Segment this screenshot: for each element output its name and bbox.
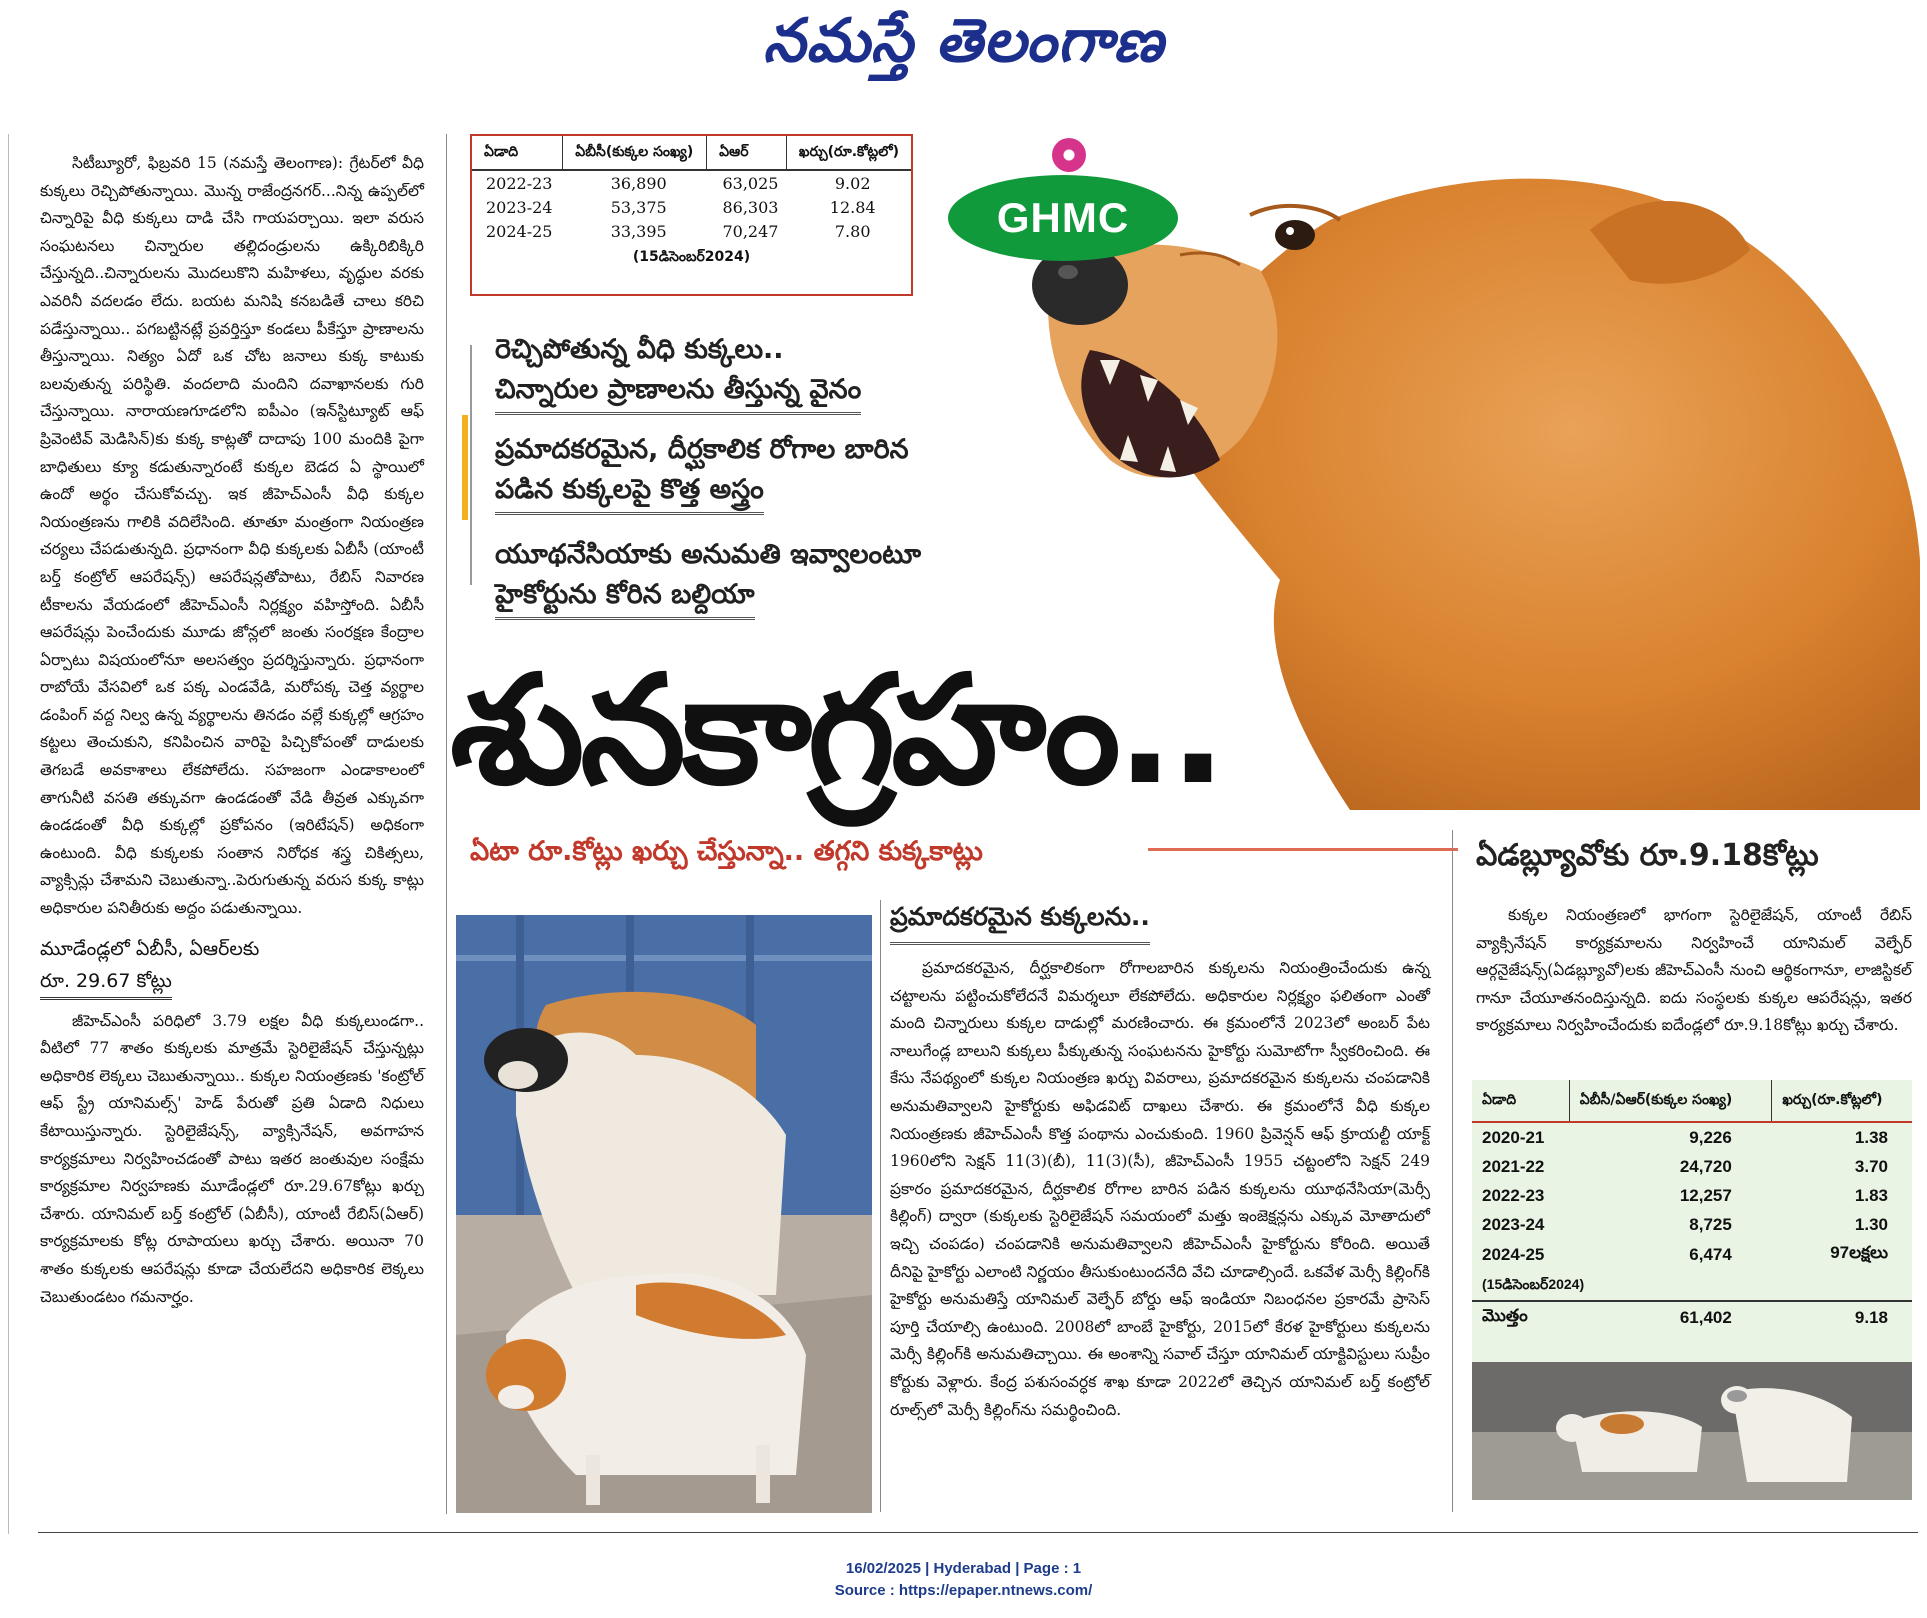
street-dogs-small-illustration — [1472, 1362, 1912, 1500]
left-subhead — [40, 933, 424, 1000]
table-row — [472, 170, 911, 195]
article-paragraph: కుక్కల నియంత్రణలో భాగంగా స్టెరిలైజేషన్, యాంటీ రేబిస్ వ్యాక్సినేషన్ కార్యక్రమాలను నిర్వహించే యానిమల్ వెల్ఫేర్ ఆర్గనైజేషన్స్(ఏడబ్ల్యూవో)లకు జీహెచ్‌ఎంసీ నుంచి ఆర్థికంగానూ, లాజిస్టికల్ గానూ చేయూతనందిస్తున్నది. ఐదు సంస్థలకు కుక్కల ఆపరేషన్లు, ఇతర కార్యక్రమాలు నిర్వహించేందుకు ఐదేండ్లలో రూ.9.18కోట్లు ఖర్చు చేశారు. — [1476, 906, 1912, 1035]
table-cell: 2023-24 — [1482, 1214, 1545, 1234]
table-cell: 86,303 — [722, 198, 779, 217]
left-column — [40, 150, 424, 1311]
table-cell: మొత్తం — [1472, 1301, 1569, 1334]
table-total-row — [1472, 1301, 1912, 1334]
table-cell: 12,257 — [1679, 1185, 1732, 1205]
middle-subhead: ప్రమాదకరమైన కుక్కలను.. — [890, 902, 1150, 945]
table-cell: 2024-25 — [1482, 1245, 1545, 1264]
table-cell: 9.02 — [834, 174, 871, 193]
headline-2 — [495, 430, 1035, 515]
table-cell: 3.70 — [1854, 1156, 1888, 1176]
headline-3 — [495, 535, 1035, 620]
left-subhead-line1: మూడేండ్లలో ఏబీసీ, ఏఆర్‌లకు — [40, 937, 260, 960]
awo-stats-table — [1472, 1080, 1912, 1500]
side-title: ఏడబ్ల్యూవోకు రూ.9.18కోట్లు — [1476, 838, 1819, 873]
table-header: ఖర్చు(రూ.కోట్లలో) — [1772, 1080, 1912, 1122]
table-cell: 2021-22 — [1482, 1156, 1545, 1176]
footer-source-line: Source : https://epaper.ntnews.com/ — [834, 1582, 1093, 1599]
table-cell: 63,025 — [722, 174, 779, 193]
table-cell: 9,226 — [1689, 1127, 1732, 1147]
table-cell: 36,890 — [610, 174, 667, 193]
table-row — [1472, 1239, 1912, 1271]
footer-rule — [38, 1532, 1918, 1533]
table-row — [1472, 1271, 1912, 1301]
middle-column-body — [890, 955, 1430, 1424]
table-header: ఏడాది — [472, 136, 563, 170]
right-column-body — [1476, 902, 1912, 1040]
table-cell: 2024-25 — [486, 222, 553, 241]
table-cell: 2022-23 — [1482, 1185, 1545, 1205]
headline-3-line1: యూథనేసియాకు అనుమతి ఇవ్వాలంటూ — [495, 539, 922, 570]
footer-date-line: 16/02/2025 | Hyderabad | Page : 1 — [845, 1560, 1082, 1577]
table-cell: (15డిసెంబర్2024) — [1482, 1275, 1585, 1292]
middle-column — [890, 955, 1430, 1424]
article-paragraph: జీహెచ్‌ఎంసీ పరిధిలో 3.79 లక్షల వీధి కుక్కలుండగా.. వీటిలో 77 శాతం కుక్కలకు మాత్రమే స్టెరిలైజేషన్ చేస్తున్నట్లు అధికారిక లెక్కలు చెబుతున్నాయి.. కుక్కల నియంత్రణకు 'కంట్రోల్ ఆఫ్ స్ట్రే యానిమల్స్' హెడ్ పేరుతో ప్రతి ఏడాది నిధులు కేటాయిస్తున్నారు. స్టెరిలైజేషన్స్, వ్యాక్సినేషన్, అవగాహన కార్యక్రమాలు నిర్వహించడంతో పాటు ఇతర జంతువుల సంక్షేమ కార్యక్రమాల నిర్వహణకు మూడేండ్లలో రూ.29.67కోట్లు ఖర్చు చేశారు. యానిమల్ బర్త్ కంట్రోల్ (ఏబీసీ), యాంటీ రేబిస్(ఏఆర్) కార్యక్రమాలకు కోట్ల రూపాయలు ఖర్చు చేశారు. అయినా 70 శాతం కుక్కలకు ఆపరేషన్లు కూడా చేయలేదని అధికారిక లెక్కలు చెబుతుండటం గమనార్హం. — [40, 1011, 424, 1306]
left-margin-rule — [8, 134, 9, 1534]
table-header: ఖర్చు(రూ.కోట్లలో) — [786, 136, 911, 170]
table-cell: 53,375 — [610, 198, 667, 217]
table-cell: 2022-23 — [486, 174, 553, 193]
street-dogs-illustration — [456, 915, 872, 1513]
red-rule — [1148, 848, 1458, 851]
red-subtitle: ఏటా రూ.కోట్లు ఖర్చు చేస్తున్నా.. తగ్గని కుక్కకాట్లు — [470, 836, 983, 867]
table-cell: 70,247 — [722, 222, 779, 241]
table-cell: 9.18 — [1772, 1301, 1912, 1334]
ghmc-logo: GHMC — [948, 175, 1178, 261]
headline-1-line2: చిన్నారుల ప్రాణాలను తీస్తున్న వైనం — [495, 370, 861, 415]
street-dogs-photo — [456, 915, 872, 1513]
table-row — [1472, 1122, 1912, 1152]
table-header: ఏఆర్ — [707, 136, 787, 170]
headline-2-line2: పడిన కుక్కలపై కొత్త అస్త్రం — [495, 470, 764, 515]
right-column — [1476, 902, 1912, 1040]
table-cell: 61,402 — [1569, 1301, 1772, 1334]
table-header: ఏడాది — [1472, 1080, 1569, 1122]
table-header: ఏబీసీ/ఏఆర్(కుక్కల సంఖ్య) — [1569, 1080, 1772, 1122]
table-cell: 2020-21 — [1482, 1127, 1545, 1147]
table-row — [1472, 1152, 1912, 1181]
column-divider-1 — [446, 134, 447, 1514]
table-note: (15డిసెంబర్2024) — [632, 249, 751, 265]
article-paragraph: ప్రమాదకరమైన, దీర్ఘకాలికంగా రోగాలబారిన కుక్కలను నియంత్రించేందుకు ఉన్న చట్టాలను పట్టించుకోలేదనే విమర్శలూ లేకపోలేదు. అధికారుల నిర్లక్ష్యం ఫలితంగా ఎంతో మంది చిన్నారులు కుక్కల దాడుల్లో మరణించారు. ఈ క్రమంలోనే 2023లో అంబర్ పేట నాలుగేండ్ల బాలుని కుక్కలు పీక్కుతున్న సంఘటనను హైకోర్టు సుమోటోగా స్వీకరించింది. ఈ కేసు నేపథ్యంలో కుక్కల నియంత్రణ ఖర్చు వివరాలు, ప్రమాదకరమైన కుక్కలను చంపడానికి అనుమతివ్వాలని హైకోర్టుకు అఫిడవిట్ దాఖలు చేశారు. ఈ క్రమంలోనే వీధి కుక్కల నియంత్రణకు జీహెచ్‌ఎంసీ కొత్త పంథాను ఎంచుకుంది. 1960 ప్రివెన్షన్ ఆఫ్ క్రూయల్టీ యాక్ట్ 1960లోని సెక్షన్ 11(3)(బీ), 11(3)(సీ), జీహెచ్‌ఎంసీ 1955 చట్టంలోని సెక్షన్ 249 ప్రకారం ప్రమాదకరమైన, దీర్ఘకాలిక రోగాల బారిన పడిన కుక్కలను యూథనేసియా(మెర్సీ కిల్లింగ్) ద్వారా (కుక్కలకు స్టెరిలైజేషన్ సమయంలో మత్తు ఇంజెక్షన్లను ఎక్కువ మోతాదులో ఇచ్చి చంపడం) చంపడానికి అనుమతివ్వాలని జీహెచ్‌ఎంసీ హైకోర్టును కోరింది. అయితే దీనిపై హైకోర్టు ఎలాంటి నిర్ణయం తీసుకుంటుందనేది వేచి చూడాల్సిందే. ఒకవేళ మెర్సీ కిల్లింగ్‌కి హైకోర్టు అనుమతిస్తే యానిమల్ వెల్ఫేర్ బోర్డు ఆఫ్ ఇండియా నిబంధనల ప్రకారమే ప్రాసెస్ పూర్తి చేయాల్సి ఉంటుంది. 2008లో బాంబే హైకోర్టు, 2015లో కేరళ హైకోర్టులు కుక్కలను మెర్సీ కిల్లింగ్‌కి అనుమతిచ్చాయి. ఈ అంశాన్ని సవాల్ చేస్తూ యానిమల్ యాక్టివిస్టులు సుప్రీం కోర్టుకు వెళ్లారు. కేంద్ర పశుసంవర్ధక శాఖ కూడా 2022లో తెచ్చిన యానిమల్ బర్త్ కంట్రోల్ రూల్స్‌లో మెర్సీ కిల్లింగ్‌ను సమర్థించింది. — [890, 959, 1430, 1419]
table-cell: 6,474 — [1689, 1245, 1732, 1264]
left-column-body — [40, 150, 424, 923]
table-row — [472, 195, 911, 219]
table-cell: 1.38 — [1854, 1127, 1888, 1147]
abc-ar-stats-table — [470, 134, 913, 296]
table-cell: 1.83 — [1854, 1185, 1888, 1205]
table-cell: 7.80 — [834, 222, 871, 241]
table-row — [1472, 1181, 1912, 1210]
table-cell: 97లక్షలు — [1830, 1243, 1888, 1262]
table-cell: 2023-24 — [486, 198, 553, 217]
ghmc-flower-icon — [1052, 138, 1086, 172]
left-subhead-line2: రూ. 29.67 కోట్లు — [40, 965, 172, 1000]
masthead: నమస్తే తెలంగాణ — [762, 6, 1165, 76]
headline-1 — [495, 330, 1015, 415]
headline-2-line1: ప్రమాదకరమైన, దీర్ఘకాలిక రోగాల బారిన — [495, 434, 909, 465]
column-divider-3 — [1452, 830, 1453, 1512]
table-cell: 24,720 — [1679, 1156, 1732, 1176]
table-cell: 1.30 — [1854, 1214, 1888, 1234]
table-row — [1472, 1210, 1912, 1239]
headline-accent-bar — [462, 415, 468, 520]
headline-1-line1: రెచ్చిపోతున్న వీధి కుక్కలు.. — [495, 334, 784, 365]
column-divider-2 — [880, 900, 881, 1512]
article-paragraph: సిటీబ్యూరో, ఫిబ్రవరి 15 (నమస్తే తెలంగాణ): గ్రేటర్‌లో వీధి కుక్కలు రెచ్చిపోతున్నాయి. మొన్న రాజేంద్రనగర్...నిన్న ఉప్పల్‌లో చిన్నారిపై వీధి కుక్కలు దాడి చేసి గాయపర్చాయి. ఇలా వరుస సంఘటనలు చిన్నారుల తల్లిదండ్రులను ఉక్కిరిబిక్కిరి చేస్తున్నది..చిన్నారులను మొదలుకొని మహిళలు, వృద్ధుల వరకు ఎవరినీ వదలడం లేదు. బయట మనిషి కనబడితే చాలు కరిచి పడేస్తున్నాయి.. పగబట్టినట్లే ప్రవర్తిస్తూ కండలు పీకేస్తూ ప్రాణాలను తీస్తున్నాయి. నిత్యం ఏదో ఒక చోట జనాలు కుక్క కాటుకు బలవుతున్న పరిస్థితి. వందలాది మందిని దవాఖానలకు గురి చేస్తున్నాయి. నారాయణగూడలోని ఐపీఎం (ఇన్‌స్టిట్యూట్ ఆఫ్ ప్రివెంటివ్ మెడిసిన్)కు కుక్క కాట్లతో దాదాపు 100 మందికి పైగా బాధితులు క్యూ కడుతున్నారంటే కుక్కల బెడద ఏ స్థాయిలో ఉందో అర్థం చేసుకోవచ్చు. ఇక జీహెచ్‌ఎంసీ వీధి కుక్కల నియంత్రణను గాలికి వదిలేసింది. తూతూ మంత్రంగా నియంత్రణ చర్యలు చేపడుతున్నది. ప్రధానంగా వీధి కుక్కలకు ఏబీసీ (యాంటీ బర్త్ కంట్రోల్ ఆపరేషన్స్) ఆపరేషన్లతోపాటు, రేబిస్ నివారణ టీకాలను వేయడంలో జీహెచ్‌ఎంసీ నిర్లక్ష్యం వహిస్తోంది. ఏబీసీ ఆపరేషన్లు పెంచేందుకు మూడు జోన్లలో జంతు సంరక్షణ కేంద్రాల ఏర్పాటు విషయంలోనూ అలసత్వం ప్రదర్శిస్తున్నారు. ప్రధానంగా రాబోయే వేసవిలో ఒక పక్క ఎండవేడి, మరోపక్క చెత్త వ్యర్థాల డంపింగ్ వద్ద నిల్వ ఉన్న వ్యర్థాలను తినడం వల్లే కుక్కల్లో ఆగ్రహం కట్టలు తెంచుకుని, కనిపించిన వారిపై పిచ్చికోపంతో దాడులకు తెగబడే అవకాశాలు లేకపోలేదు. సహజంగా ఎండాకాలంలో తాగునీటి వసతి తక్కువగా ఉండడంతో వేడి తీవ్రత ఎక్కువగా ఉండడంతో వీధి కుక్కల్లో ప్రకోపనం (ఇరిటేషన్) అధికంగా ఉంటుంది. వీధి కుక్కలకు సంతాన నిరోధక శస్త్ర చికిత్సలు, వ్యాక్సిన్లు చేశామని చెబుతున్నా..పెరుగుతున్న వరుస కుక్క కాట్లు అధికారుల పనితీరుకు అద్దం పడుతున్నాయి. — [40, 154, 424, 918]
table-row — [472, 219, 911, 243]
main-title: శునకాగ్రహం.. — [450, 644, 1223, 818]
table-header: ఏబీసీ(కుక్కల సంఖ్య) — [563, 136, 707, 170]
table-cell: 33,395 — [610, 222, 667, 241]
left-column-body-2 — [40, 1008, 424, 1312]
table-cell: 12.84 — [829, 198, 876, 217]
headline-rule — [470, 345, 472, 585]
street-dogs-photo-small — [1472, 1362, 1912, 1500]
headline-3-line2: హైకోర్టును కోరిన బల్దియా — [495, 575, 755, 620]
table-cell: 8,725 — [1689, 1214, 1732, 1234]
